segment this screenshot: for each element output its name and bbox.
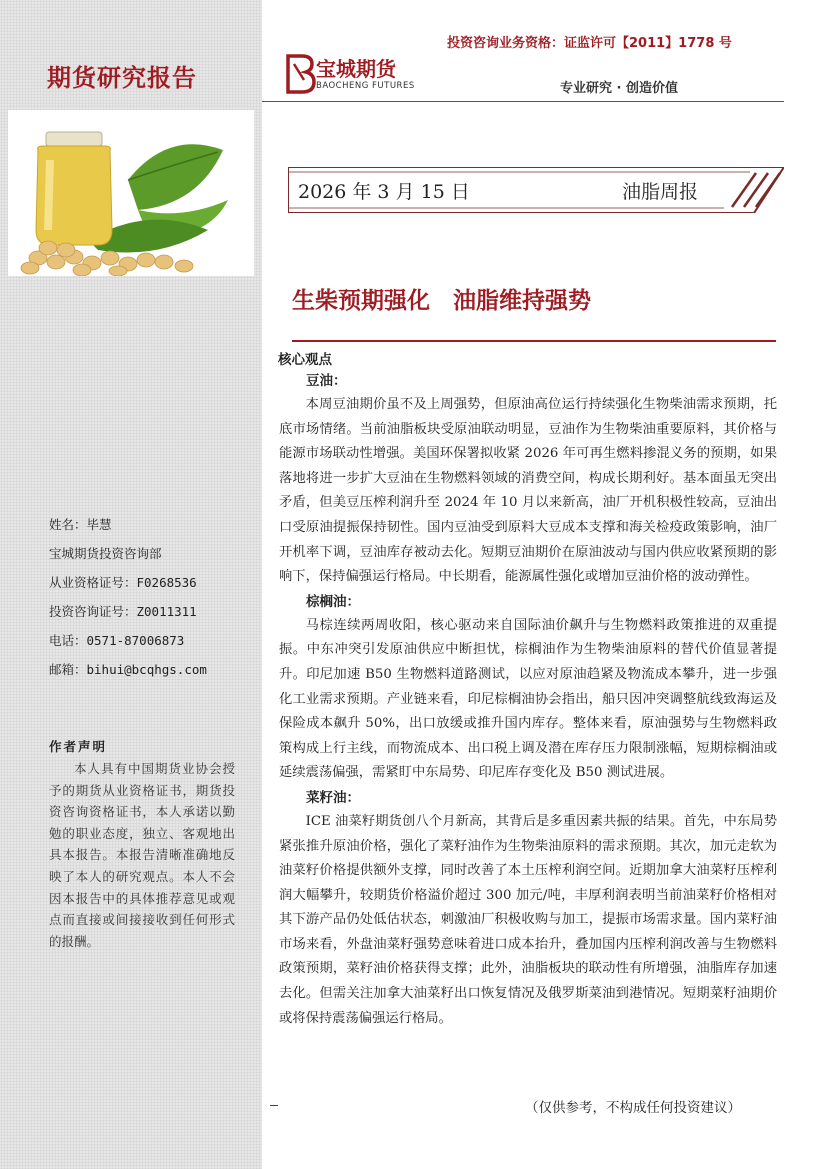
- author-contact: [49, 510, 207, 684]
- footer-disclaimer: （仅供参考，不构成任何投资建议）: [525, 1100, 741, 1116]
- header-divider: [262, 101, 784, 102]
- declaration-title: 作者声明: [49, 739, 108, 754]
- logo-english-name: BAOCHENG FUTURES: [316, 81, 415, 91]
- headline: 生柴预期强化 油脂维持强势: [292, 288, 591, 314]
- logo-chinese-name: 宝城期货: [316, 57, 396, 81]
- palm-oil-paragraph: 马棕连续两周收阳，核心驱动来自国际油价飙升与生物燃料政策推进的双重提振。中东冲突引发原油供应中断担忧，棕榈油作为生物柴油原料的替代价值显著提升。印尼加速 B50 生物燃料道路测试，以应对原油趋紧及物流成本攀升，进一步强化工业需求预期。产业链来看，印尼棕榈油协会指出，船只因冲突调整航线致海运及保险成本飙升 50%，出口放缓或推升国内库存。整体来看，原油强势与生物燃料政策构成上行主线，而物流成本、出口税上调及潜在库存压力限制涨幅，短期棕榈油或延续震荡偏强，需紧盯中东局势、印尼库存变化及 B50 测试进展。: [279, 617, 777, 781]
- author-department: 宝城期货投资咨询部: [49, 546, 162, 561]
- footer-mark: [270, 1105, 278, 1106]
- main-content: [279, 369, 777, 1031]
- soybean-oil-title: 豆油：: [306, 373, 347, 389]
- rapeseed-oil-title: 菜籽油：: [306, 789, 360, 806]
- headline-divider: [292, 340, 776, 342]
- slogan: 专业研究 · 创造价值: [560, 81, 678, 96]
- palm-oil-title: 棕榈油：: [306, 593, 360, 610]
- author-license: 从业资格证号：F0268536: [49, 575, 197, 590]
- author-consult-license: 投资咨询证号：Z0011311: [49, 604, 197, 619]
- author-phone: 电话：0571-87006873: [49, 633, 185, 648]
- author-name: 姓名：毕慧: [49, 517, 112, 532]
- declaration-body: 本人具有中国期货业协会授予的期货从业资格证书，期货投资咨询资格证书，本人承诺以勤勉的职业态度，独立、客观地出具本报告。本报告清晰准确地反映了本人的研究观点。本人不会因本报告中的具体推荐意见或观点而直接或间接接收到任何形式的报酬。: [49, 761, 235, 949]
- qualification-text: 投资咨询业务资格：证监许可【2011】1778 号: [447, 36, 732, 51]
- soybean-oil-paragraph: 本周豆油期价虽不及上周强势，但原油高位运行持续强化生物柴油需求预期，托底市场情绪。当前油脂板块受原油联动明显，豆油作为生物柴油重要原料，其价格与能源市场联动性增强。美国环保署拟收紧 2026 年可再生燃料掺混义务的预期，如果落地将进一步扩大豆油在生物燃料领域的消费空间，构成长期利好。基本面虽无突出矛盾，但美豆压榨利润升至 2024 年 10 月以来新高，油厂开机积极性较高，豆油出口受原油提振保持韧性。国内豆油受到原料大豆成本支撑和海关检疫政策影响，油厂开机率下调，豆油库存被动去化。短期豆油期价在原油波动与国内供应收紧预期的影响下，保持偏强运行格局。中长期看，能源属性强化或增加豆油价格的波动弹性。: [279, 397, 777, 585]
- author-email[interactable]: 邮箱：bihui@bcqhgs.com: [49, 662, 207, 677]
- report-type: 油脂周报: [622, 181, 699, 203]
- rapeseed-oil-paragraph: ICE 油菜籽期货创八个月新高，其背后是多重因素共振的结果。首先，中东局势紧张推升原油价格，强化了菜籽油作为生物柴油原料的需求预期。其次，加元走软为油菜籽价格提供额外支撑，同时改善了本土压榨利润空间。近期加拿大油菜籽压榨利润大幅攀升，较期货价格溢价超过 300 加元/吨，丰厚利润表明当前油菜籽价格相对其下游产品仍处低估状态，刺激油厂积极收购与加工，提振市场需求量。国内菜籽油市场来看，外盘油菜籽强势意味着进口成本抬升，叠加国内压榨利润改善与生物燃料政策预期，菜籽油价格获得支撑；此外，油脂板块的联动性有所增强，油脂库存加速去化。但需关注加拿大油菜籽出口恢复情况及俄罗斯菜油到港情况。短期菜籽油期价或将保持震荡偏强运行格局。: [279, 813, 777, 1026]
- report-date: 2026 年 3 月 15 日: [298, 181, 470, 203]
- section-core-views-title: 核心观点: [278, 352, 332, 368]
- soybean-oil-photo: [8, 110, 254, 276]
- report-category-title: 期货研究报告: [47, 64, 197, 92]
